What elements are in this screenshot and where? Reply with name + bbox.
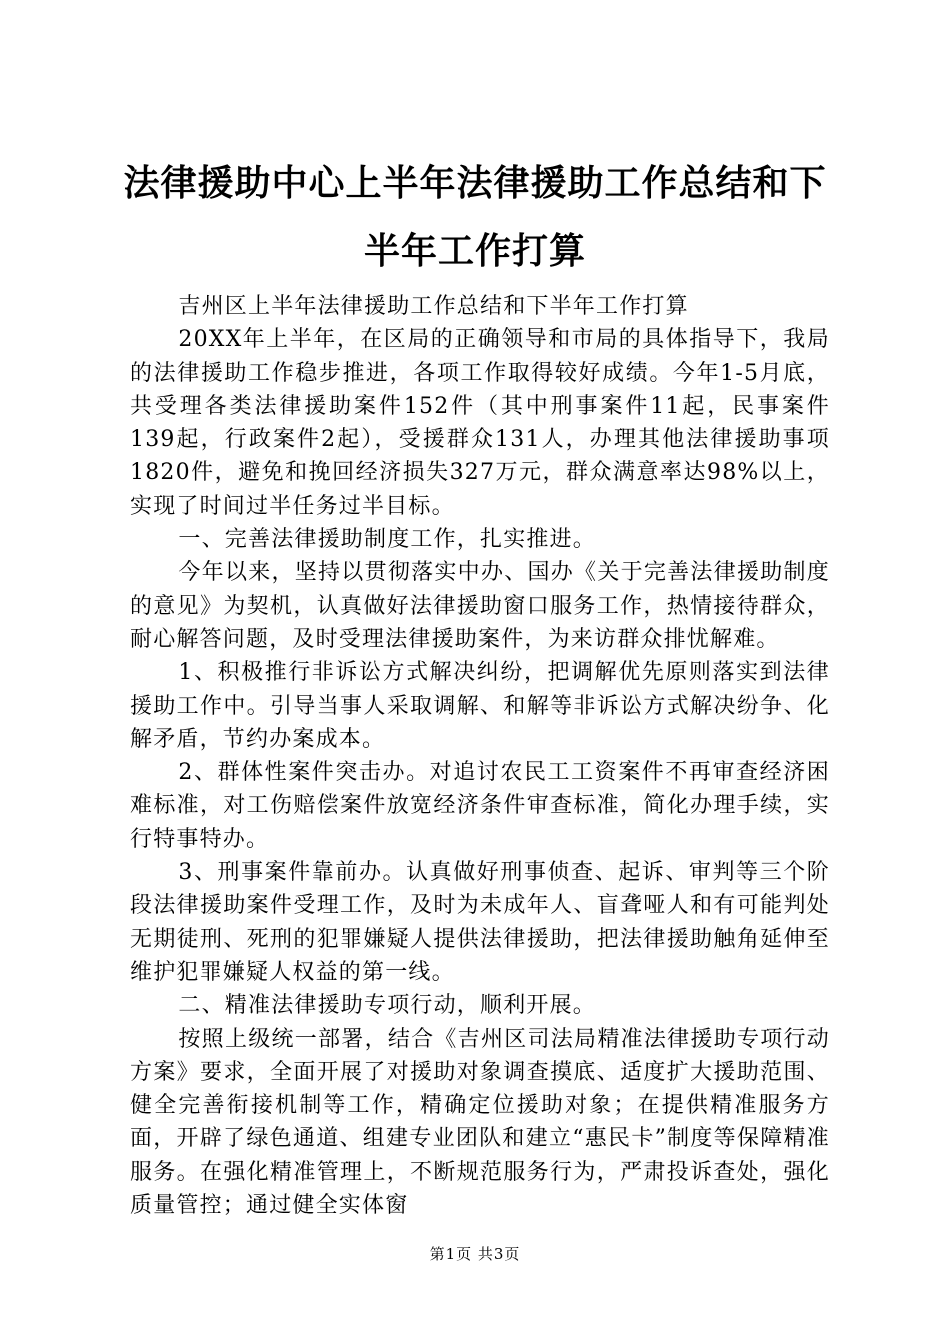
list-item: 1、积极推行非诉讼方式解决纠纷，把调解优先原则落实到法律援助工作中。引导当事人采取调解、和解等非诉讼方式解决纷争、化解矛盾，节约办案成本。 bbox=[130, 660, 830, 752]
document-body bbox=[130, 290, 830, 1222]
paragraph-summary: 20XX年上半年，在区局的正确领导和市局的具体指导下，我局的法律援助工作稳步推进，各项工作取得较好成绩。今年1-5月底，共受理各类法律援助案件152件（其中刑事案件11起，民事案件139起，行政案件2起），受援群众131人，办理其他法律援助事项1820件，避免和挽回经济损失327万元，群众满意率达98%以上，实现了时间过半任务过半目标。 bbox=[130, 327, 830, 519]
section-heading-2: 二、精准法律援助专项行动，顺利开展。 bbox=[178, 993, 596, 1019]
list-item: 2、群体性案件突击办。对追讨农民工工资案件不再审查经济困难标准，对工伤赔偿案件放宽经济条件审查标准，简化办理手续，实行特事特办。 bbox=[130, 760, 830, 852]
paragraph: 按照上级统一部署，结合《吉州区司法局精准法律援助专项行动方案》要求，全面开展了对援助对象调查摸底、适度扩大援助范围、健全完善衔接机制等工作，精确定位援助对象；在提供精准服务方面，开辟了绿色通道、组建专业团队和建立“惠民卡”制度等保障精准服务。在强化精准管理上，不断规范服务行为，严肃投诉查处，强化质量管控；通过健全实体窗 bbox=[130, 1026, 830, 1219]
paragraph: 今年以来，坚持以贯彻落实中办、国办《关于完善法律援助制度的意见》为契机，认真做好法律援助窗口服务工作，热情接待群众，耐心解答问题，及时受理法律援助案件，为来访群众排忧解难。 bbox=[130, 560, 830, 652]
document-title: 法律援助中心上半年法律援助工作总结和下半年工作打算 bbox=[123, 163, 827, 272]
section-heading-1: 一、完善法律援助制度工作，扎实推进。 bbox=[178, 527, 596, 553]
list-item: 3、刑事案件靠前办。认真做好刑事侦查、起诉、审判等三个阶段法律援助案件受理工作，及时为未成年人、盲聋哑人和有可能判处无期徒刑、死刑的犯罪嫌疑人提供法律援助，把法律援助触角延伸至维护犯罪嫌疑人权益的第一线。 bbox=[130, 860, 830, 985]
document-subtitle: 吉州区上半年法律援助工作总结和下半年工作打算 bbox=[178, 294, 689, 319]
page-number-footer: 第1页 共3页 bbox=[429, 1245, 521, 1263]
